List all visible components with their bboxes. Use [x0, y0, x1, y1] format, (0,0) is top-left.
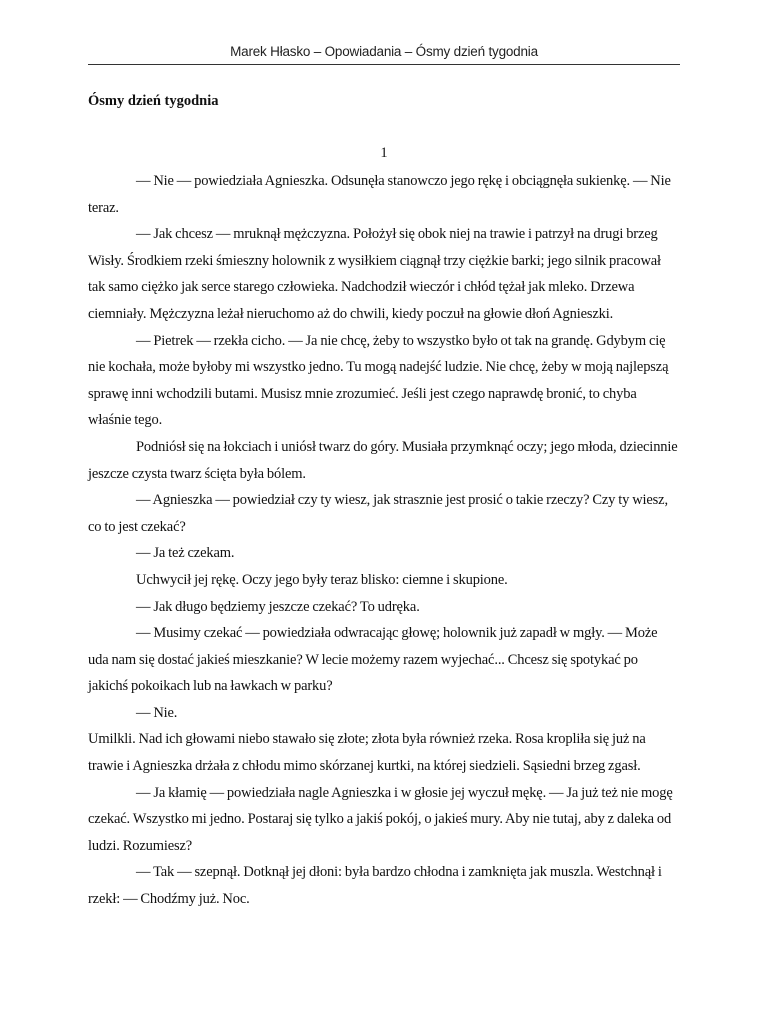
paragraph: — Nie.	[136, 704, 178, 721]
paragraph: — Musimy czekać — powiedziała odwracając głowę; holownik już zapadł w mgły. — Może uda nam się dostać jakieś mieszkanie? W lecie możemy razem wyjechać... Chcesz się spotykać po jakichś pokoikach lub na ławkach w parku?	[88, 625, 658, 695]
running-header: Marek Hłasko – Opowiadania – Ósmy dzień tygodnia	[230, 44, 538, 59]
paragraph: — Ja kłamię — powiedziała nagle Agnieszka i w głosie jej wyczuł mękę. — Ja już też nie mogę czekać. Wszystko mi jedno. Postaraj się tylko a jakiś pokój, o jakieś mury. Aby nie tutaj, aby z daleka od ludzi. Rozumiesz?	[88, 784, 673, 854]
paragraph: Podniósł się na łokciach i uniósł twarz do góry. Musiała przymknąć oczy; jego młoda, dziecinnie jeszcze czysta twarz ścięta była bólem.	[88, 438, 678, 482]
paragraph: — Jak chcesz — mruknął mężczyzna. Położył się obok niej na trawie i patrzył na drugi brzeg Wisły. Środkiem rzeki śmieszny holownik z wysiłkiem ciągnął trzy ciężkie barki; jego silnik pracował tak samo ciężko jak serce starego człowieka. Nadchodził wieczór i chłód tężał jak mleko. Drzewa ciemniały. Mężczyzna leżał nieruchomo aż do chwili, kiedy poczuł na głowie dłoń Agnieszki.	[88, 226, 661, 322]
paragraph: — Ja też czekam.	[136, 545, 235, 562]
paragraph: — Tak — szepnął. Dotknął jej dłoni: była bardzo chłodna i zamknięta jak muszla. Westchnął i rzekł: — Chodźmy już. Noc.	[88, 864, 662, 908]
paragraph: — Nie — powiedziała Agnieszka. Odsunęła stanowczo jego rękę i obciągnęła sukienkę. — Nie teraz.	[88, 173, 671, 216]
paragraph: Uchwycił jej rękę. Oczy jego były teraz blisko: ciemne i skupione.	[136, 571, 508, 588]
paragraph: — Agnieszka — powiedział czy ty wiesz, jak strasznie jest prosić o takie rzeczy? Czy ty wiesz, co to jest czekać?	[88, 492, 668, 535]
header-divider	[88, 64, 680, 65]
story-title: Ósmy dzień tygodnia	[88, 93, 219, 109]
paragraph: — Jak długo będziemy jeszcze czekać? To udręka.	[136, 598, 420, 615]
paragraph: — Pietrek — rzekła cicho. — Ja nie chcę, żeby to wszystko było ot tak na grandę. Gdybym cię nie kochała, może byłoby mi wszystko jedno. Tu mogą nadejść ludzie. Nie chcę, żeby w moją najlepszą sprawę inni wchodzili butami. Musisz mnie zrozumieć. Jeśli jest czego naprawdę bronić, to chyba właśnie tego.	[88, 332, 669, 429]
paragraph: Umilkli. Nad ich głowami niebo stawało się złote; złota była również rzeka. Rosa kropliła się już na trawie i Agnieszka drżała z chłodu mimo skórzanej kurtki, na której siedzieli. Sąsiedni brzeg zgasł.	[88, 731, 646, 775]
chapter-number: 1	[380, 145, 388, 161]
story-body	[88, 168, 680, 913]
